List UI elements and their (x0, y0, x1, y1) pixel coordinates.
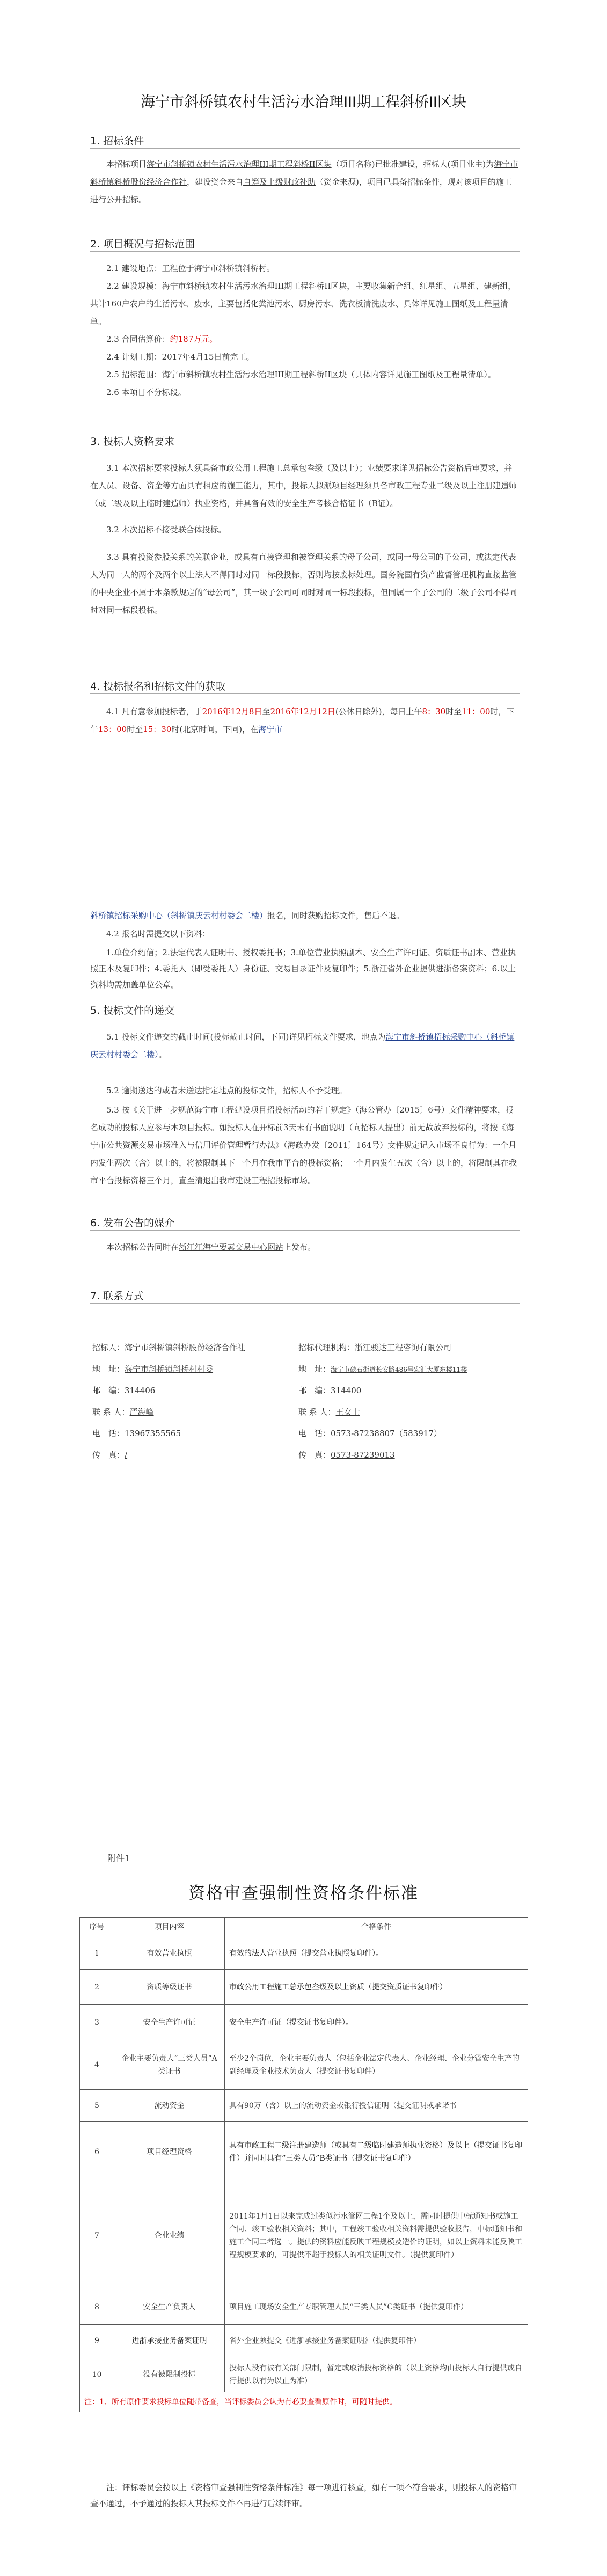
row-item: 企业主要负责人“三类人员”A类证书 (114, 2040, 225, 2090)
item-3-1: 3.1 本次招标要求投标人须具备市政公用工程施工总承包叁级（及以上）；业绩要求详见招标公告资格后审要求，并在人员、设备、资金等方面具有相应的施工能力，其中，投标人拟派项目经理须具备市政工程专业二级及以上注册建造师（或二级及以上临时建造师）执业资格，并具备有效的安全生产考核合格证书（B证）。 (90, 463, 517, 508)
table-row (80, 1937, 528, 1970)
owner-phone-label: 电 话： (92, 1429, 125, 1438)
row-condition: 市政公用工程施工总承包叁级及以上资质（提交资质证书复印件） (225, 1970, 528, 2005)
table-header-row (80, 1918, 528, 1937)
place-part-2: 斜桥镇招标采购中心（斜桥镇庆云村村委会二楼） (90, 911, 268, 920)
row-no: 2 (80, 1970, 114, 2005)
owner-phone-value: 13967355565 (125, 1429, 181, 1438)
time-1: 8：30 (422, 707, 446, 716)
section-2-heading: 2. 项目概况与招标范围 (90, 238, 195, 250)
s6-text-a: 本次招标公告同时在 (106, 1242, 179, 1252)
owner-phone-row (92, 1428, 181, 1439)
header-condition: 合格条件 (225, 1918, 528, 1937)
header-item: 项目内容 (114, 1918, 225, 1937)
s41-text-g: 时(北京时间，下同)，在 (171, 724, 259, 734)
section-6-divider (90, 1230, 520, 1231)
qualification-table (79, 1917, 528, 2412)
owner-value: 海宁市斜桥镇斜桥股份经济合作社 (125, 1343, 246, 1352)
section-2-body (90, 260, 520, 401)
owner-fax-value: / (125, 1450, 128, 1460)
item-4-1-end (90, 907, 520, 925)
owner-contact-value: 严海峰 (129, 1407, 154, 1417)
agent-address-label: 地 址： (298, 1364, 331, 1374)
section-4-heading: 4. 投标报名和招标文件的获取 (90, 680, 226, 692)
row-condition: 投标人没有被有关部门限制，暂定或取消投标资格的（以上资格均由投标人自行提供或自行提供以有为以止为准） (225, 2357, 528, 2392)
table-row (80, 2005, 528, 2040)
project-name: 海宁市斜桥镇农村生活污水治理III期工程斜桥II区块 (147, 159, 332, 169)
table-row (80, 2090, 528, 2122)
item-2-4: 2.4 计划工期：2017年4月15日前完工。 (106, 352, 254, 362)
owner-row (92, 1342, 245, 1353)
s41-text-d: 时至 (445, 707, 462, 716)
owner-fax-label: 传 真： (92, 1450, 125, 1460)
appendix-title: 资格审查强制性资格条件标准 (188, 1884, 419, 1903)
s41-text-f: 时至 (127, 724, 143, 734)
agent-phone-label: 电 话： (298, 1429, 331, 1438)
s41-text-e: 时，下午 (90, 707, 515, 734)
row-no: 6 (80, 2122, 114, 2182)
owner-contact-row (92, 1406, 154, 1417)
owner-zip-row (92, 1385, 155, 1396)
document-title: 海宁市斜桥镇农村生活污水治理III期工程斜桥II区块 (141, 94, 466, 111)
table-row (80, 2040, 528, 2090)
section-3-heading: 3. 投标人资格要求 (90, 436, 175, 448)
item-3-2: 3.2 本次招标不接受联合体投标。 (106, 525, 226, 535)
agent-fax-value: 0573-87239013 (331, 1450, 395, 1460)
item-5-2: 5.2 逾期送达的或者未送达指定地点的投标文件，招标人不予受理。 (106, 1086, 347, 1095)
s1-text-b: （项目名称)已批准建设，招标人(项目业主)为 (331, 159, 494, 169)
section-3-body (90, 459, 520, 619)
agent-contact-row (298, 1406, 360, 1417)
item-4-1-start (90, 703, 520, 738)
price-label: 2.3 合同估算价： (106, 334, 170, 344)
section-6-heading: 6. 发布公告的媒介 (90, 1217, 175, 1229)
table-note: 注：1、所有原件要求投标单位随带备查，当评标委员会认为有必要查看原件时，可随时提供。 (80, 2392, 528, 2412)
appendix-bottom-note: 注：评标委员会按以上《资格审查强制性资格条件标准》每一项进行核查，如有一项不符合要求，则投标人的资格审查不通过，不予通过的投标人其投标文件不再进行后续评审。 (90, 2483, 517, 2508)
s41-text-c: (公休日除外)，每日上午 (335, 707, 422, 716)
row-item: 企业业绩 (114, 2182, 225, 2289)
row-item: 没有被限制投标 (114, 2357, 225, 2392)
agent-zip-label: 邮 编： (298, 1386, 331, 1395)
start-date: 2016年12月8日 (202, 707, 262, 716)
s6-text-b: 上发布。 (283, 1242, 316, 1252)
s51-text-a: 5.1 投标文件递交的截止时间(投标截止时间，下同)详见招标文件要求，地点为 (106, 1032, 386, 1042)
owner-zip-label: 邮 编： (92, 1386, 125, 1395)
row-no: 9 (80, 2325, 114, 2357)
item-2-3 (90, 331, 520, 348)
row-item: 资质等级证书 (114, 1970, 225, 2005)
row-condition: 具有市政工程二级注册建造师（或具有二级临时建造师执业资格）及以上（提交证书复印件）并同时具有“三类人员”B类证书（提交证书复印件） (225, 2122, 528, 2182)
submission-place: 海宁市斜桥镇招标采购中心（斜桥镇庆云村村委会二楼） (90, 1032, 515, 1059)
item-3-3: 3.3 具有投资参股关系的关联企业，或具有直接管理和被管理关系的母子公司，或同一母公司的子公司，或法定代表人为同一人的两个及两个以上法人不得同时对同一标段投标，否则均按废标处理。国务院国有资产监督管理机构直接监管的中央企业不属于本条款规定的“母公司”，其一级子公司可同时对同一标段投标，但同属一个子公司的二级子公司不得同时对同一标段投标。 (90, 552, 517, 615)
item-5-1 (90, 1028, 520, 1064)
table-row (80, 2357, 528, 2392)
item-4-2: 4.2 报名时需提交以下资料： (106, 929, 210, 939)
owner-fax-row (92, 1449, 127, 1460)
agent-contact-label: 联 系 人： (298, 1407, 336, 1417)
row-item: 项目经理资格 (114, 2122, 225, 2182)
row-condition: 至少2个岗位，企业主要负责人（包括企业法定代表人、企业经理、企业分管安全生产的副经理及企业技术负责人（提交证书复印件） (225, 2040, 528, 2090)
table-row (80, 2122, 528, 2182)
owner-address-row (92, 1363, 213, 1374)
row-no: 3 (80, 2005, 114, 2040)
item-5-3: 5.3 按《关于进一步规范海宁市工程建设项目招投标活动的若干规定》（海公管办〔2015〕6号）文件精神要求，报名成功的投标人应参与本项目投标。如投标人在开标前3天未有书面说明（向招标人提出）前无故放弃投标的，将按《海宁市公共资源交易市场准入与信用评价管理暂行办法》（海政办发〔2011〕164号）文件规定记入市场不良行为：一个月内发生两次（含）以上的，将被限制其下一个月在我市平台的投标资格；一个月内发生五次（含）以上的，将限制其在我市平台投标资格三个月，直至清退出我市建设工程招投标市场。 (90, 1105, 517, 1185)
section-1-divider (90, 148, 520, 149)
section-2-divider (90, 251, 520, 252)
row-no: 7 (80, 2182, 114, 2289)
s1-text-c: ，建设资金来自 (187, 177, 244, 187)
section-1-paragraph (90, 156, 520, 209)
item-4-2-detail: 1.单位介绍信；2.法定代表人证明书、授权委托书；3.单位营业执照副本、安全生产许可证、资质证书副本、营业执照正本及复印件；4.委托人（即受委托人）身份证、交易目录证件及复印件；5.浙江省外企业提供进浙备案资料；6.以上资料均需加盖单位公章。 (90, 948, 516, 990)
row-condition: 项目施工现场安全生产专职管理人员“三类人员”C类证书（提供复印件） (225, 2289, 528, 2325)
row-item: 进浙承接业务备案证明 (114, 2325, 225, 2357)
s41-text-h: 报名，同时获购招标文件，售后不退。 (267, 911, 405, 920)
time-3: 13：00 (98, 724, 127, 734)
funding-source: 自筹及上级财政补助 (243, 177, 316, 187)
time-2: 11：00 (462, 707, 491, 716)
owner-label: 招标人： (92, 1343, 125, 1352)
agent-phone-value: 0573-87238807（583917） (331, 1429, 442, 1438)
section-6-paragraph (90, 1239, 520, 1256)
row-item: 流动资金 (114, 2090, 225, 2122)
section-4-divider (90, 693, 520, 694)
row-item: 安全生产负责人 (114, 2289, 225, 2325)
agent-contact-value: 王女士 (335, 1407, 360, 1417)
s1-text-a: 本招标项目 (106, 159, 147, 169)
table-row (80, 2325, 528, 2357)
item-2-1: 2.1 建设地点：工程位于海宁市斜桥镇斜桥村。 (106, 264, 275, 273)
item-2-6: 2.6 本项目不分标段。 (106, 387, 186, 397)
section-5-heading: 5. 投标文件的递交 (90, 1005, 175, 1016)
end-date: 2016年12月12日 (270, 707, 335, 716)
header-no: 序号 (80, 1918, 114, 1937)
item-2-5: 2.5 招标范围：海宁市斜桥镇农村生活污水治理III期工程斜桥II区块（具体内容详见施工图纸及工程量清单）。 (106, 370, 496, 379)
table-row (80, 2182, 528, 2289)
price-value: 约187万元。 (170, 334, 218, 344)
agent-zip-row (298, 1385, 361, 1396)
place-part-1: 海宁市 (258, 724, 283, 734)
row-item: 安全生产许可证 (114, 2005, 225, 2040)
table-row (80, 2289, 528, 2325)
row-no: 1 (80, 1937, 114, 1970)
section-7-divider (90, 1303, 520, 1304)
owner-zip-value: 314406 (125, 1386, 156, 1395)
row-condition: 具有90万（含）以上的流动资金或银行授信证明（提交证明或承诺书 (225, 2090, 528, 2122)
row-no: 8 (80, 2289, 114, 2325)
row-no: 4 (80, 2040, 114, 2090)
s1-text-d: （资金来源)，项目已具备招标条件，现对该项目的施工进行公开招标。 (90, 177, 512, 204)
agent-row (298, 1342, 451, 1353)
owner-contact-label: 联 系 人： (92, 1407, 130, 1417)
row-condition: 有效的法人营业执照（提交营业执照复印件）。 (225, 1937, 528, 1970)
agent-fax-label: 传 真： (298, 1450, 331, 1460)
agent-fax-row (298, 1449, 395, 1460)
owner-name: 海宁市斜桥镇斜桥股份经济合作社 (90, 159, 518, 187)
s41-text-b: 至 (262, 707, 270, 716)
table-row (80, 1970, 528, 2005)
row-item: 有效营业执照 (114, 1937, 225, 1970)
row-condition: 2011年1月1日以来完成过类似污水管网工程1个及以上，需同时提供中标通知书或施工合同、竣工验收相关资料；其中，工程竣工验收相关资料需提供验收报告，中标通知书和施工合同二者选一。提供的资料应能反映工程规模及造价的证明，如以上资料未能反映工程规模要求的，可提供不超于投标人的相关证明文件。（提供复印件） (225, 2182, 528, 2289)
agent-address-value: 海宁市硖石街道长安路486号宏汇大厦东楼11楼 (331, 1366, 467, 1373)
time-4: 15：30 (143, 724, 172, 734)
owner-address-label: 地 址： (92, 1364, 125, 1374)
agent-label: 招标代理机构： (298, 1343, 355, 1352)
agent-phone-row (298, 1428, 442, 1439)
agent-zip-value: 314400 (331, 1386, 362, 1395)
row-no: 10 (80, 2357, 114, 2392)
s41-text-a: 4.1 凡有意参加投标者，于 (106, 707, 202, 716)
section-7-heading: 7. 联系方式 (90, 1290, 144, 1302)
agent-address-row (298, 1363, 467, 1374)
table-note-row (80, 2392, 528, 2412)
row-condition: 省外企业须提交《进浙承接业务备案证明》（提供复印件） (225, 2325, 528, 2357)
row-condition: 安全生产许可证（提交证书复印件）。 (225, 2005, 528, 2040)
owner-address-value: 海宁市斜桥镇斜桥村村委 (125, 1364, 214, 1374)
s51-text-b: 。 (158, 1050, 167, 1059)
appendix-label: 附件1 (107, 1853, 130, 1863)
section-1-heading: 1. 招标条件 (90, 135, 144, 147)
agent-value: 浙江骏达工程咨询有限公司 (355, 1343, 452, 1352)
row-no: 5 (80, 2090, 114, 2122)
item-2-2: 2.2 建设规模：海宁市斜桥镇农村生活污水治理III期工程斜桥II区块，主要收集新合组、红星组、五星组、建新组，共计160户农户的生活污水、废水，主要包括化粪池污水、厨房污水、洗衣板清洗废水、具体详见施工图纸及工程量清单。 (90, 281, 516, 326)
publish-site: 浙江江海宁要素交易中心网站 (179, 1242, 284, 1252)
